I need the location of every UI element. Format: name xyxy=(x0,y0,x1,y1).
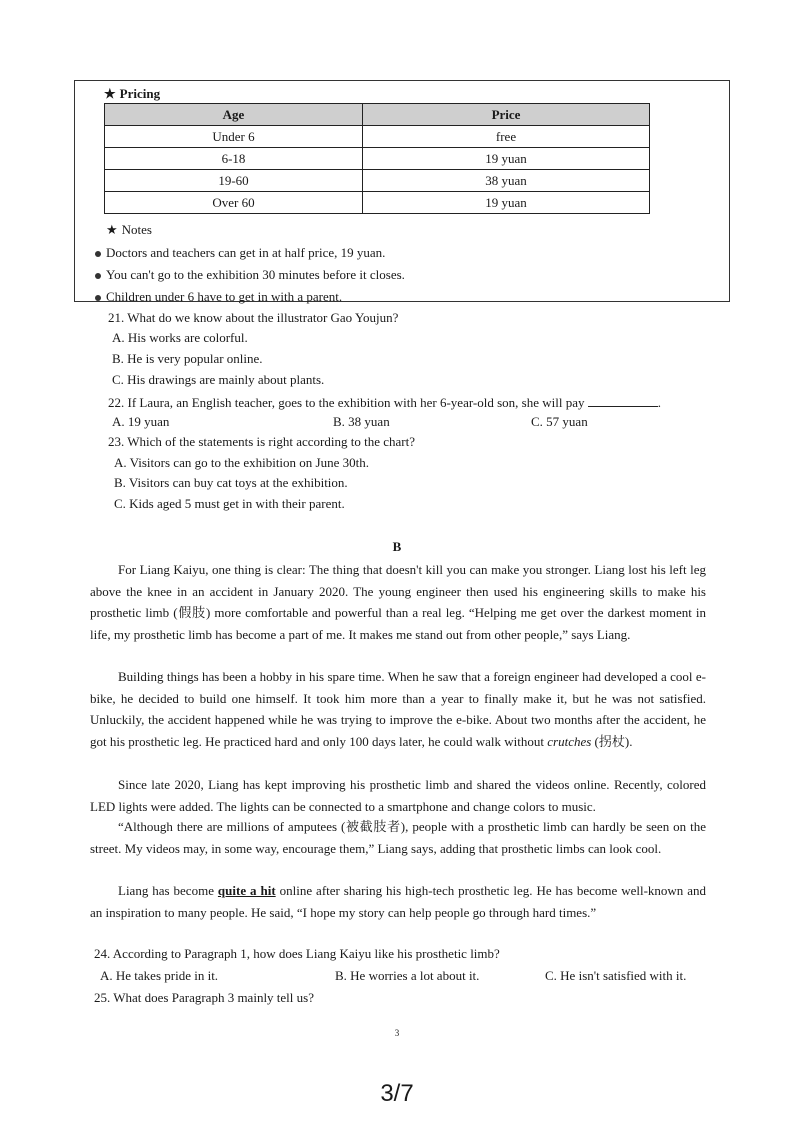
price-cell: 38 yuan xyxy=(363,170,650,192)
age-cell: Over 60 xyxy=(105,192,363,214)
option: B. Visitors can buy cat toys at the exhibition. xyxy=(114,475,348,490)
highlight-phrase: quite a hit xyxy=(217,883,276,898)
bullet-icon xyxy=(95,273,101,279)
question-24: 24. According to Paragraph 1, how does Liang Kaiyu like his prosthetic limb? xyxy=(94,946,500,961)
price-cell: free xyxy=(363,126,650,148)
option: C. Kids aged 5 must get in with their parent. xyxy=(114,496,345,511)
question-23: 23. Which of the statements is right according to the chart? xyxy=(108,434,415,449)
table-header-row xyxy=(105,104,650,126)
question-21: 21. What do we know about the illustrator Gao Youjun? xyxy=(108,310,399,325)
bullet-icon xyxy=(95,251,101,257)
table-row xyxy=(105,170,650,192)
page-indicator: 3/7 xyxy=(380,1080,414,1107)
option: C. 57 yuan xyxy=(531,414,588,429)
bullet-icon xyxy=(95,295,101,301)
age-cell: 6-18 xyxy=(105,148,363,170)
price-cell: 19 yuan xyxy=(363,148,650,170)
age-cell: 19-60 xyxy=(105,170,363,192)
option: C. He isn't satisfied with it. xyxy=(545,968,687,983)
question-22: 22. If Laura, an English teacher, goes to the exhibition with her 6-year-old son, she will pay . xyxy=(108,395,661,410)
paragraph-5: Liang has become quite a hit online after sharing his high-tech prosthetic leg. He has become well-known and an inspiration to many people. He said, “I hope my story can help people go through hard times.” xyxy=(90,883,707,920)
page-number: 3 xyxy=(394,1028,400,1038)
pricing-heading: ★ Pricing xyxy=(104,86,161,101)
option: A. He takes pride in it. xyxy=(100,968,219,983)
table-row xyxy=(105,192,650,214)
paragraph-2: Building things has been a hobby in his spare time. When he saw that a foreign engineer had developed a cool e-bike, he decided to build one himself. It took him more than a year to finally make it, but he was not satisfied. Unluckily, the accident happened while he was trying to improve the e-bike. About two months after the accident, he got his prosthetic leg. He practiced hard and only 100 days later, he could walk without crutches (拐杖). xyxy=(90,669,706,749)
paragraph-1: For Liang Kaiyu, one thing is clear: The thing that doesn't kill you can make you stronger. Liang lost his left leg above the knee in an accident in January 2020. The young engineer then used his engineering skills to make his prosthetic limb (假肢) more comfortable and powerful than a real leg. “Helping me get over the darkest moment in life, my prosthetic limb has become a part of me. It makes me stand out from other people,” says Liang. xyxy=(90,562,706,642)
option: A. Visitors can go to the exhibition on June 30th. xyxy=(114,455,369,470)
option: A. 19 yuan xyxy=(112,414,170,429)
note-item: You can't go to the exhibition 30 minutes before it closes. xyxy=(95,267,405,283)
option: A. His works are colorful. xyxy=(112,330,248,345)
option: B. 38 yuan xyxy=(333,414,390,429)
header-age: Age xyxy=(105,104,363,126)
option: B. He is very popular online. xyxy=(112,351,263,366)
age-cell: Under 6 xyxy=(105,126,363,148)
question-25: 25. What does Paragraph 3 mainly tell us? xyxy=(94,990,314,1005)
star-icon: ★ xyxy=(104,86,116,101)
price-cell: 19 yuan xyxy=(363,192,650,214)
paragraph-4: “Although there are millions of amputees (被截肢者), people with a prosthetic limb can hardly be seen on the street. My videos may, in some way, encourage them,” Liang says, adding that prosthetic limbs can look cool. xyxy=(90,819,706,856)
header-price: Price xyxy=(363,104,650,126)
pricing-table xyxy=(104,103,650,214)
note-item: Children under 6 have to get in with a parent. xyxy=(95,289,342,305)
note-item: Doctors and teachers can get in at half price, 19 yuan. xyxy=(95,245,385,261)
star-icon: ★ xyxy=(106,222,118,237)
table-row xyxy=(105,126,650,148)
option: C. His drawings are mainly about plants. xyxy=(112,372,325,387)
section-b-heading: B xyxy=(392,539,402,554)
notes-heading: ★ Notes xyxy=(106,222,152,237)
answer-blank xyxy=(588,394,658,407)
table-row xyxy=(105,148,650,170)
option: B. He worries a lot about it. xyxy=(335,968,480,983)
paragraph-3: Since late 2020, Liang has kept improving his prosthetic limb and shared the videos online. Recently, colored LED lights were added. The lights can be connected to a smartphone and change colors to music. xyxy=(90,777,706,814)
